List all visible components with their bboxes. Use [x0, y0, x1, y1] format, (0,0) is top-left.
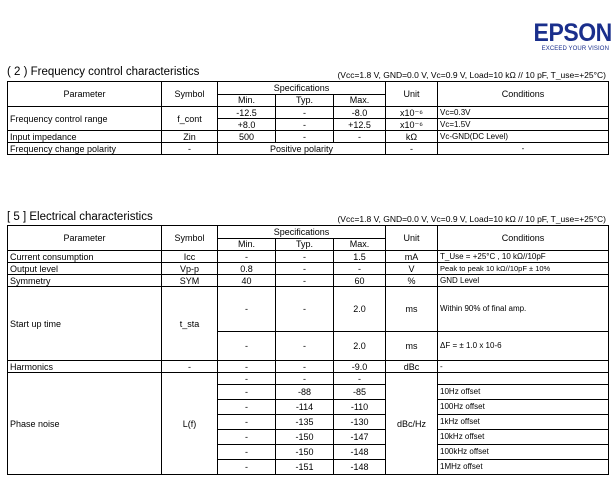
- table-row: [8, 361, 609, 373]
- row-parameter: Current consumption: [8, 251, 162, 263]
- row-max: -8.0: [334, 107, 386, 119]
- row-symbol: -: [162, 361, 218, 373]
- row-unit: ms: [386, 287, 438, 332]
- row-conditions: T_Use = +25°C , 10 kΩ//10pF: [438, 251, 609, 263]
- row-max: -9.0: [334, 361, 386, 373]
- row-symbol: SYM: [162, 275, 218, 287]
- header-symbol: Symbol: [162, 82, 218, 107]
- row-unit: dBc/Hz: [386, 373, 438, 475]
- row-typ: -: [276, 361, 334, 373]
- row-max: -147: [334, 430, 386, 445]
- row-min: 500: [218, 131, 276, 143]
- row-max: -: [334, 131, 386, 143]
- row-unit: dBc: [386, 361, 438, 373]
- row-min: -: [218, 445, 276, 460]
- row-typ: -114: [276, 400, 334, 415]
- row-unit: mA: [386, 251, 438, 263]
- table-row: [8, 275, 609, 287]
- frequency-control-table: [7, 81, 609, 155]
- row-max: -148: [334, 460, 386, 475]
- row-conditions: 100Hz offset: [438, 400, 609, 415]
- section-title-frequency-control: ( 2 ) Frequency control characteristics: [7, 66, 200, 78]
- row-min: -: [218, 460, 276, 475]
- row-conditions: Peak to peak 10 kΩ//10pF ± 10%: [438, 263, 609, 275]
- row-conditions: Vc=0.3V: [438, 107, 609, 119]
- row-unit: V: [386, 263, 438, 275]
- header-typ: Typ.: [276, 238, 334, 251]
- header-conditions: Conditions: [438, 226, 609, 251]
- row-min: +8.0: [218, 119, 276, 131]
- row-min: -: [218, 332, 276, 361]
- section-conditions-frequency-control: (Vcc=1.8 V, GND=0.0 V, Vc=0.9 V, Load=10 kΩ // 10 pF, T_use=+25°C): [337, 70, 606, 80]
- row-conditions: 10Hz offset: [438, 385, 609, 400]
- table-row: [8, 251, 609, 263]
- row-typ: -135: [276, 415, 334, 430]
- header-specifications: Specifications: [218, 82, 386, 95]
- row-max: -148: [334, 445, 386, 460]
- row-typ: -150: [276, 430, 334, 445]
- row-typ: -: [276, 287, 334, 332]
- row-conditions: [438, 373, 609, 385]
- section-conditions-electrical: (Vcc=1.8 V, GND=0.0 V, Vc=0.9 V, Load=10 kΩ // 10 pF, T_use=+25°C): [337, 214, 606, 224]
- row-min: -: [218, 287, 276, 332]
- table-row: [8, 131, 609, 143]
- row-max: -: [334, 373, 386, 385]
- section-title-electrical: [ 5 ] Electrical characteristics: [7, 211, 153, 223]
- row-typ: -: [276, 251, 334, 263]
- row-unit: ms: [386, 332, 438, 361]
- row-conditions: 1kHz offset: [438, 415, 609, 430]
- header-min: Min.: [218, 94, 276, 107]
- row-parameter: Phase noise: [8, 373, 162, 475]
- header-specifications: Specifications: [218, 226, 386, 239]
- header-typ: Typ.: [276, 94, 334, 107]
- row-min: 40: [218, 275, 276, 287]
- row-unit: x10⁻⁶: [386, 119, 438, 131]
- row-typ: -: [276, 263, 334, 275]
- header-max: Max.: [334, 238, 386, 251]
- row-parameter: Start up time: [8, 287, 162, 361]
- row-symbol: Vp-p: [162, 263, 218, 275]
- row-typ: -: [276, 119, 334, 131]
- row-conditions: Vc-GND(DC Level): [438, 131, 609, 143]
- row-parameter: Output level: [8, 263, 162, 275]
- row-typ: -: [276, 131, 334, 143]
- header-parameter: Parameter: [8, 82, 162, 107]
- table-row: [8, 143, 609, 155]
- table-row: [8, 263, 609, 275]
- row-max: 1.5: [334, 251, 386, 263]
- row-max: 2.0: [334, 287, 386, 332]
- row-min: -: [218, 400, 276, 415]
- header-max: Max.: [334, 94, 386, 107]
- header-symbol: Symbol: [162, 226, 218, 251]
- row-typ: -: [276, 107, 334, 119]
- row-conditions: 100kHz offset: [438, 445, 609, 460]
- row-conditions: -: [438, 361, 609, 373]
- row-min: 0.8: [218, 263, 276, 275]
- row-max: -110: [334, 400, 386, 415]
- row-conditions: Within 90% of final amp.: [438, 287, 609, 332]
- table-row: [8, 287, 609, 332]
- row-min: -: [218, 385, 276, 400]
- row-conditions: GND Level: [438, 275, 609, 287]
- row-min: -: [218, 251, 276, 263]
- row-max: 60: [334, 275, 386, 287]
- row-symbol: t_sta: [162, 287, 218, 361]
- row-conditions: 10kHz offset: [438, 430, 609, 445]
- row-unit: -: [386, 143, 438, 155]
- row-typ: -: [276, 275, 334, 287]
- electrical-characteristics-table: [7, 225, 609, 475]
- row-typ: -: [276, 373, 334, 385]
- row-typ: -88: [276, 385, 334, 400]
- header-min: Min.: [218, 238, 276, 251]
- row-symbol: f_cont: [162, 107, 218, 131]
- table-row: [8, 373, 609, 385]
- row-min: -: [218, 415, 276, 430]
- table-header-row: [8, 226, 609, 239]
- header-unit: Unit: [386, 226, 438, 251]
- row-conditions: Vc=1.5V: [438, 119, 609, 131]
- row-symbol: L(f): [162, 373, 218, 475]
- row-spec-merged: Positive polarity: [218, 143, 386, 155]
- row-unit: kΩ: [386, 131, 438, 143]
- row-unit: x10⁻⁶: [386, 107, 438, 119]
- row-parameter: Symmetry: [8, 275, 162, 287]
- row-min: -: [218, 361, 276, 373]
- logo-tagline: EXCEED YOUR VISION: [541, 46, 609, 52]
- row-min: -: [218, 373, 276, 385]
- row-symbol: -: [162, 143, 218, 155]
- row-parameter: Input impedance: [8, 131, 162, 143]
- row-min: -12.5: [218, 107, 276, 119]
- row-typ: -151: [276, 460, 334, 475]
- row-min: -: [218, 430, 276, 445]
- row-conditions: -: [438, 143, 609, 155]
- logo-wordmark: EPSON: [533, 19, 612, 47]
- row-max: +12.5: [334, 119, 386, 131]
- row-parameter: Harmonics: [8, 361, 162, 373]
- epson-logo: [527, 19, 612, 53]
- row-max: -130: [334, 415, 386, 430]
- header-unit: Unit: [386, 82, 438, 107]
- table-header-row: [8, 82, 609, 95]
- row-unit: %: [386, 275, 438, 287]
- row-parameter: Frequency control range: [8, 107, 162, 131]
- row-symbol: Zin: [162, 131, 218, 143]
- row-max: 2.0: [334, 332, 386, 361]
- row-conditions: 1MHz offset: [438, 460, 609, 475]
- row-symbol: Icc: [162, 251, 218, 263]
- table-row: [8, 107, 609, 119]
- header-conditions: Conditions: [438, 82, 609, 107]
- row-max: -: [334, 263, 386, 275]
- row-conditions: ΔF = ± 1.0 x 10-6: [438, 332, 609, 361]
- row-typ: -: [276, 332, 334, 361]
- row-max: -85: [334, 385, 386, 400]
- row-typ: -150: [276, 445, 334, 460]
- row-parameter: Frequency change polarity: [8, 143, 162, 155]
- header-parameter: Parameter: [8, 226, 162, 251]
